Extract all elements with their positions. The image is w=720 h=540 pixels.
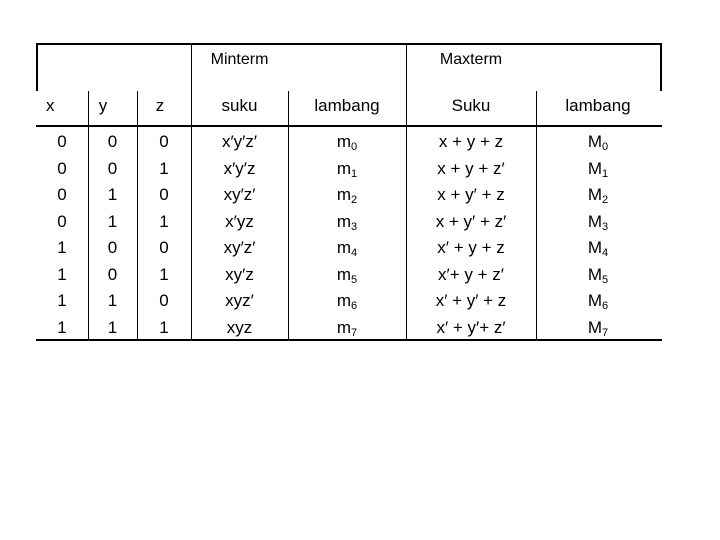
header-maxterm-lambang: lambang	[565, 96, 631, 115]
maxterm-symbol-base: M	[587, 185, 603, 204]
cell-z: 1	[159, 212, 169, 231]
maxterm-symbol-index: 1	[602, 168, 609, 180]
maxterm-group-header: Maxterm	[439, 51, 503, 68]
cell-z: 1	[159, 265, 169, 284]
cell-y: 1	[107, 291, 118, 310]
minterm-symbol-base: m	[336, 318, 352, 337]
cell-maxterm-symbol	[536, 185, 660, 205]
cell-maxterm-term: x′ + y′ + z	[435, 291, 507, 310]
minterm-symbol-index: 7	[351, 327, 358, 339]
minterm-symbol-base: m	[336, 291, 352, 310]
cell-x: 1	[57, 291, 67, 310]
maxterm-symbol-base: M	[587, 238, 603, 257]
minterm-symbol-index: 4	[351, 247, 358, 259]
minterm-group-header: Minterm	[210, 51, 269, 68]
maxterm-symbol-index: 7	[602, 327, 609, 339]
header-minterm-lambang: lambang	[314, 96, 380, 115]
header-divider	[36, 125, 662, 127]
bottom-border	[36, 339, 662, 341]
cell-min-term: x′yz	[225, 212, 254, 231]
maxterm-symbol-base: M	[587, 212, 603, 231]
cell-min-term: xyz′	[225, 291, 254, 310]
cell-z: 1	[159, 159, 169, 178]
cell-z: 0	[159, 238, 169, 257]
minterm-symbol-index: 5	[351, 274, 358, 286]
minterm-symbol-index: 1	[351, 168, 358, 180]
maxterm-symbol-index: 5	[602, 274, 609, 286]
cell-min-term: x′y′z′	[221, 132, 258, 151]
cell-y: 0	[107, 159, 118, 178]
cell-z: 0	[159, 185, 169, 204]
cell-x: 1	[57, 238, 67, 257]
maxterm-symbol-index: 0	[602, 141, 609, 153]
cell-z: 1	[159, 318, 169, 337]
cell-min-term: xy′z	[225, 265, 254, 284]
cell-y: 1	[107, 318, 118, 337]
cell-maxterm-term: x + y′ + z′	[435, 212, 507, 231]
minterm-symbol-base: m	[336, 132, 352, 151]
cell-maxterm-term: x′ + y′+ z′	[436, 318, 506, 337]
cell-minterm-symbol	[288, 291, 406, 311]
header-z: z	[155, 96, 165, 115]
minterm-symbol-index: 6	[351, 300, 358, 312]
cell-maxterm-symbol	[536, 132, 660, 152]
cell-min-term: x′y′z	[223, 159, 256, 178]
cell-min-term: xy′z′	[223, 238, 256, 257]
header-maxterm-suku: Suku	[451, 96, 491, 115]
cell-y: 1	[107, 185, 118, 204]
minterm-symbol-base: m	[336, 159, 352, 178]
maxterm-symbol-base: M	[587, 318, 603, 337]
header-x: x	[46, 96, 55, 115]
cell-minterm-symbol	[288, 318, 406, 338]
cell-min-term: xy′z′	[223, 185, 256, 204]
left-border-top	[36, 43, 38, 91]
cell-x: 0	[57, 159, 67, 178]
cell-minterm-symbol	[288, 132, 406, 152]
cell-maxterm-term: x′ + y + z	[437, 238, 505, 257]
cell-maxterm-symbol	[536, 265, 660, 285]
cell-maxterm-term: x′+ y + z′	[438, 265, 504, 284]
cell-minterm-symbol	[288, 212, 406, 232]
cell-x: 1	[57, 265, 67, 284]
cell-maxterm-term: x + y′ + z	[437, 185, 505, 204]
minterm-symbol-base: m	[336, 185, 352, 204]
minterm-symbol-index: 2	[351, 194, 358, 206]
cell-y: 1	[107, 212, 118, 231]
cell-maxterm-symbol	[536, 318, 660, 338]
maxterm-symbol-index: 6	[602, 300, 609, 312]
cell-min-term: xyz	[226, 318, 253, 337]
cell-maxterm-symbol	[536, 238, 660, 258]
cell-y: 0	[107, 132, 118, 151]
cell-x: 0	[57, 132, 67, 151]
maxterm-symbol-index: 2	[602, 194, 609, 206]
minterm-symbol-index: 0	[351, 141, 358, 153]
cell-maxterm-symbol	[536, 159, 660, 179]
maxterm-symbol-base: M	[587, 132, 603, 151]
minterm-symbol-base: m	[336, 265, 352, 284]
cell-maxterm-symbol	[536, 212, 660, 232]
right-border-top	[660, 43, 662, 91]
cell-y: 0	[107, 238, 118, 257]
maxterm-symbol-base: M	[587, 159, 603, 178]
cell-maxterm-term: x + y + z	[438, 132, 504, 151]
header-minterm-suku: suku	[221, 96, 258, 115]
cell-maxterm-term: x + y + z′	[437, 159, 505, 178]
cell-minterm-symbol	[288, 159, 406, 179]
cell-x: 1	[57, 318, 67, 337]
minterm-symbol-base: m	[336, 238, 352, 257]
maxterm-symbol-index: 3	[602, 221, 609, 233]
cell-minterm-symbol	[288, 238, 406, 258]
header-y: y	[98, 96, 108, 115]
minterm-symbol-index: 3	[351, 221, 358, 233]
cell-z: 0	[159, 132, 169, 151]
cell-z: 0	[159, 291, 169, 310]
cell-maxterm-symbol	[536, 291, 660, 311]
cell-x: 0	[57, 185, 67, 204]
maxterm-symbol-base: M	[587, 265, 603, 284]
cell-minterm-symbol	[288, 265, 406, 285]
cell-y: 0	[107, 265, 118, 284]
minterm-symbol-base: m	[336, 212, 352, 231]
cell-x: 0	[57, 212, 67, 231]
top-border	[36, 43, 662, 45]
cell-minterm-symbol	[288, 185, 406, 205]
maxterm-symbol-index: 4	[602, 247, 609, 259]
maxterm-symbol-base: M	[587, 291, 603, 310]
